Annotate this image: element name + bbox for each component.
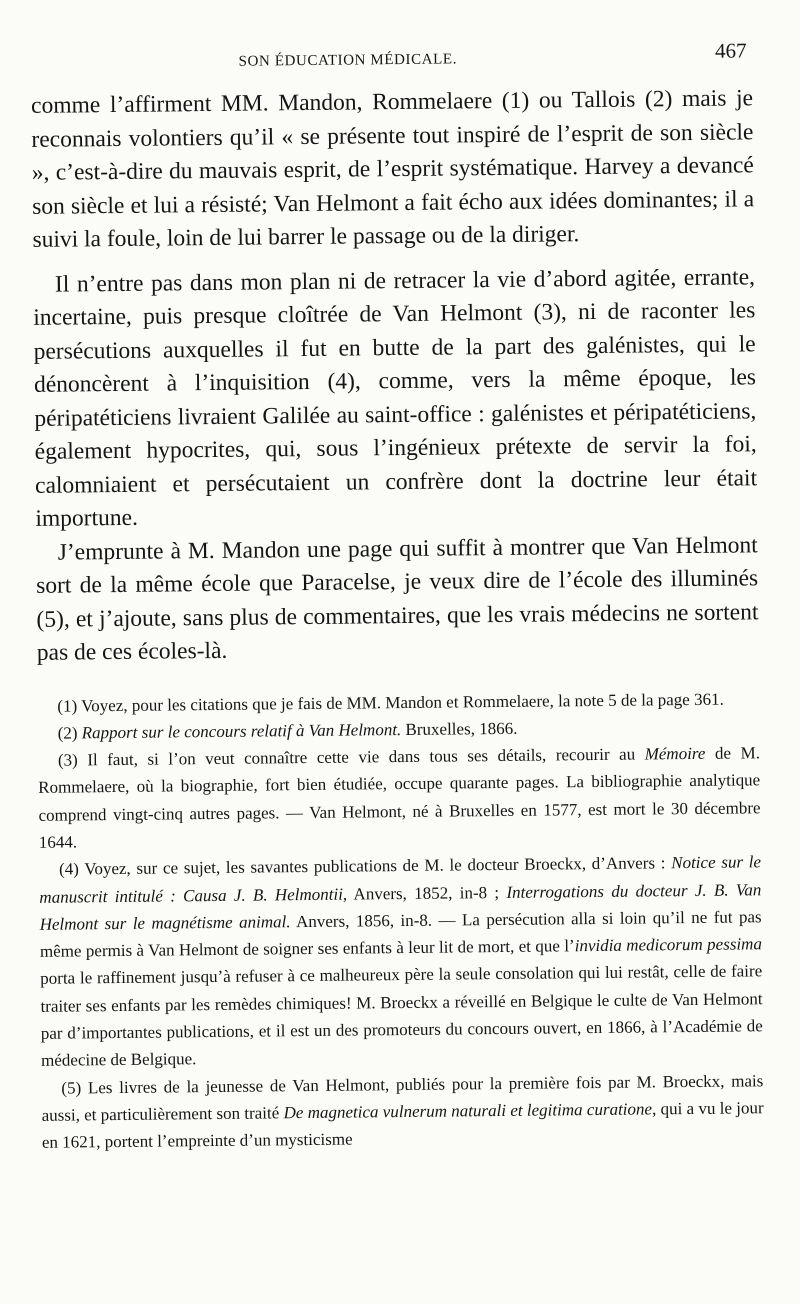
footnote-2-mark: (2) xyxy=(57,723,82,743)
footnote-4-title-1: Notice sur le manuscrit intitulé : Causa J. B. Helmontii xyxy=(39,852,762,907)
footnote-5 xyxy=(41,1067,764,1156)
footnote-1: (1) Voyez, pour les citations que je fais de MM. Mandon et Rommelaere, la note 5 de la page 361. xyxy=(57,689,724,716)
footnote-4-text-b: , Anvers, 1852, in-8 ; xyxy=(342,882,507,904)
footnote-4-text-a: (4) Voyez, sur ce sujet, les savantes publications de M. le docteur Broeckx, d’Anvers : xyxy=(58,853,672,879)
page-number: 467 xyxy=(714,38,747,63)
footnote-4-title-2: Interrogations du docteur J. B. Van Helmont sur le magnétisme animal. xyxy=(39,879,762,934)
paragraph-2: Il n’entre pas dans mon plan ni de retracer la vie d’abord agitée, errante, incertaine, puis presque cloîtrée de Van Helmont (3), ni de raconter les persécutions auxquelles il fut en butte de la part des galénistes, qui le dénoncèrent à l’inquisition (4), comme, vers la même époque, les péripatéticiens livraient Galilée au saint-office : galénistes et péripatéticiens, également hypocrites, qui, sous l’ingénieux prétexte de servir la foi, calomniaient et persécutaient un confrère dont la doctrine leur était importune. xyxy=(33,263,758,532)
footnote-3-title: Mémoire xyxy=(644,743,706,764)
footnote-4-latin: invidia medicorum pessima xyxy=(574,934,762,956)
running-head: SON ÉDUCATION MÉDICALE. xyxy=(238,51,458,70)
footnote-5-text-a: (5) Les livres de la jeunesse de Van Helmont, publiés pour la première fois par M. Broeckx, mais aussi, et particulièrement son traité xyxy=(41,1070,764,1125)
footnote-3-text-b: de M. Rommelaere, où la biographie, fort bien étudiée, occupe quarante pages. La bibliographie analytique comprend vingt-cinq autres pages. — Van Helmont, né à Bruxelles en 1577, est mort le 30 décembre 1644. xyxy=(38,743,761,852)
footnote-3 xyxy=(38,739,761,856)
footnotes xyxy=(37,685,764,1157)
footnote-4-text-c: Anvers, 1856, in-8. — La persécution alla si loin qu’il ne fut pas même permis à Van Helmont de soigner ses enfants à leur lit de mort, et que l’ xyxy=(39,907,762,961)
footnote-4 xyxy=(39,849,763,1075)
footnote-2-rest: Bruxelles, 1866. xyxy=(401,718,518,739)
paragraph-1: comme l’affirment MM. Mandon, Rommelaere (1) ou Tallois (2) mais je reconnais volontiers qu’il « se présente tout inspiré de l’esprit de son siècle », c’est-à-dire du mauvais esprit, de l’esprit systématique. Harvey a devancé son siècle et lui a résisté; Van Helmont a fait écho aux idées dominantes; il a suivi la foule, loin de lui barrer le passage ou de la diriger. xyxy=(30,85,755,253)
paragraph-3: J’emprunte à M. Mandon une page qui suffit à montrer que Van Helmont sort de la même école que Paracelse, je veux dire de l’école des illuminés (5), et j’ajoute, sans plus de commentaires, que les vrais médecins ne sortent pas de ces écoles-là. xyxy=(35,531,759,666)
footnote-5-text-b: , qui a vu le jour en 1621, portent l’empreinte d’un mysticisme xyxy=(41,1098,764,1153)
main-text xyxy=(31,82,759,670)
footnote-3-text-a: (3) Il faut, si l’on veut connaître cette vie dans tous ses détails, recourir au xyxy=(57,744,645,770)
footnote-2-title: Rapport sur le concours relatif à Van Helmont. xyxy=(81,719,402,743)
page-header xyxy=(30,38,752,90)
footnote-4-text-d: porta le raffinement jusqu’à refuser à ce malheureux père la seule consolation qui lui restât, celle de faire traiter ses enfants par les remèdes chimiques! M. Broeckx a réveillé en Belgique le culte de Van Helmont par d’importantes publications, et il est un des promoteurs du concours ouvert, en 1866, à l’Académie de médecine de Belgique. xyxy=(40,961,763,1071)
footnote-5-title: De magnetica vulnerum naturali et legitima curatione xyxy=(283,1099,653,1123)
